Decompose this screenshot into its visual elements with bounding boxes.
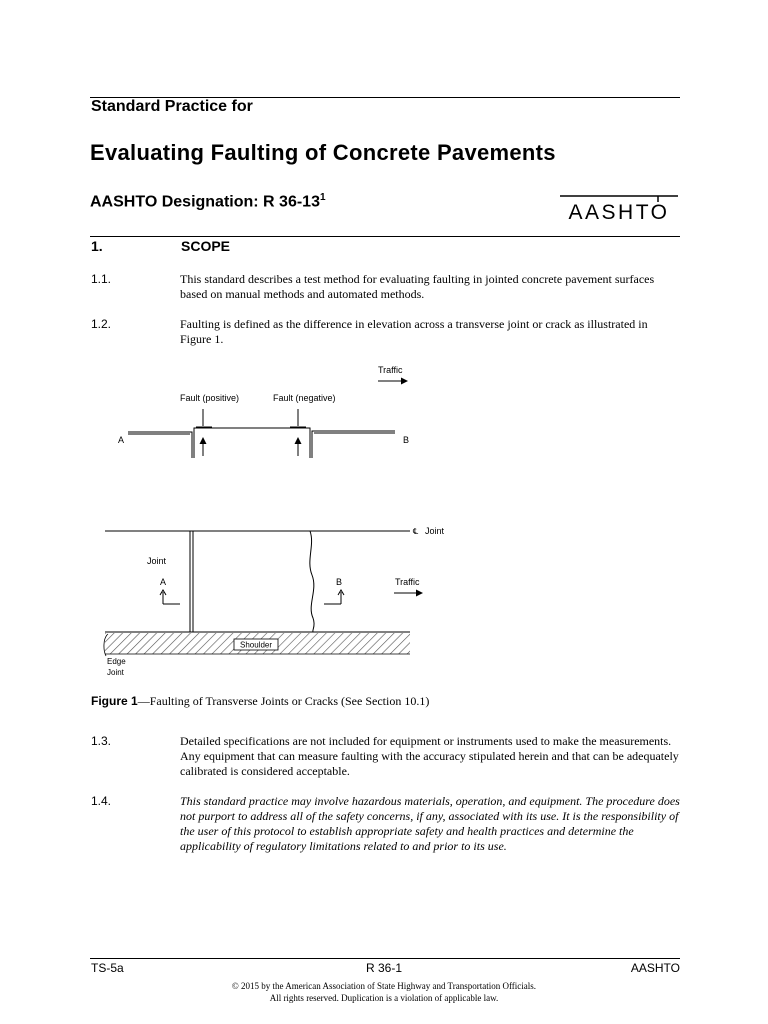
slab-right — [312, 431, 395, 458]
edge-label: Edge — [107, 657, 126, 666]
paragraph-number: 1.3. — [91, 734, 112, 748]
traffic-label-plan: Traffic — [395, 577, 420, 587]
slab-left — [128, 432, 192, 458]
shoulder-label: Shoulder — [239, 640, 273, 650]
centerline-joint-label: Joint — [425, 526, 445, 536]
fault-negative-label: Fault (negative) — [273, 393, 336, 403]
paragraph-text: Detailed specifications are not included for equipment or instruments used to make the measurements. Any equipment that can measure faulting with the accuracy stipulated herein and that can be adequately calibrated is considered acceptable. — [180, 734, 679, 778]
footer-rule — [90, 958, 680, 959]
footer-left: TS-5a — [91, 961, 124, 975]
joint-label: Joint — [147, 556, 167, 566]
figure-caption — [91, 694, 429, 709]
designation-text: AASHTO Designation: R 36-13 — [90, 193, 320, 211]
logo-lettering: AASHTO — [568, 201, 670, 223]
designation-footnote-mark: 1 — [319, 192, 326, 203]
figure-caption-text: —Faulting of Transverse Joints or Cracks (See Section 10.1) — [137, 694, 430, 708]
fault-positive-label: Fault (positive) — [180, 393, 240, 403]
paragraph-number: 1.1. — [91, 272, 112, 286]
page-number: R 36-1 — [365, 961, 403, 975]
footer-right: AASHTO — [630, 961, 680, 975]
edge-joint-label: Joint — [107, 668, 124, 677]
paragraph-number: 1.2. — [91, 317, 112, 331]
point-a-profile: A — [118, 435, 125, 445]
traffic-label-profile: Traffic — [378, 365, 403, 375]
section-number: 1. — [91, 238, 103, 254]
slab-middle — [194, 428, 310, 458]
document-subtitle: Standard Practice for — [91, 98, 253, 115]
paragraph-number: 1.4. — [91, 794, 112, 808]
paragraph-text: This standard describes a test method for evaluating faulting in jointed concrete pavement surfaces based on manual methods and automated methods. — [180, 272, 655, 301]
point-b-plan: B — [336, 577, 343, 587]
copyright-line-1: © 2015 by the American Association of State Highway and Transportation Officials. — [231, 981, 537, 991]
figure-caption-label: Figure 1 — [91, 694, 138, 708]
point-b-profile: B — [403, 435, 410, 445]
document-title: Evaluating Faulting of Concrete Pavements — [90, 140, 556, 165]
transverse-crack — [310, 531, 314, 632]
paragraph-text: Faulting is defined as the difference in elevation across a transverse joint or crack as illustrated in Figure 1. — [180, 317, 648, 346]
section-title: SCOPE — [181, 238, 231, 254]
point-a-plan: A — [160, 577, 167, 587]
paragraph-text-caution: This standard practice may involve hazardous materials, operation, and equipment. The procedure does not purport to address all of the safety concerns, if any, associated with its use. It is the responsibility of the user of this protocol to establish appropriate safety and health practices and determine the applicability of regulatory limitations related to and prior to its use. — [180, 794, 680, 853]
copyright-line-2: All rights reserved. Duplication is a violation of applicable law. — [269, 993, 499, 1003]
svg-text:℄: ℄ — [413, 527, 419, 536]
